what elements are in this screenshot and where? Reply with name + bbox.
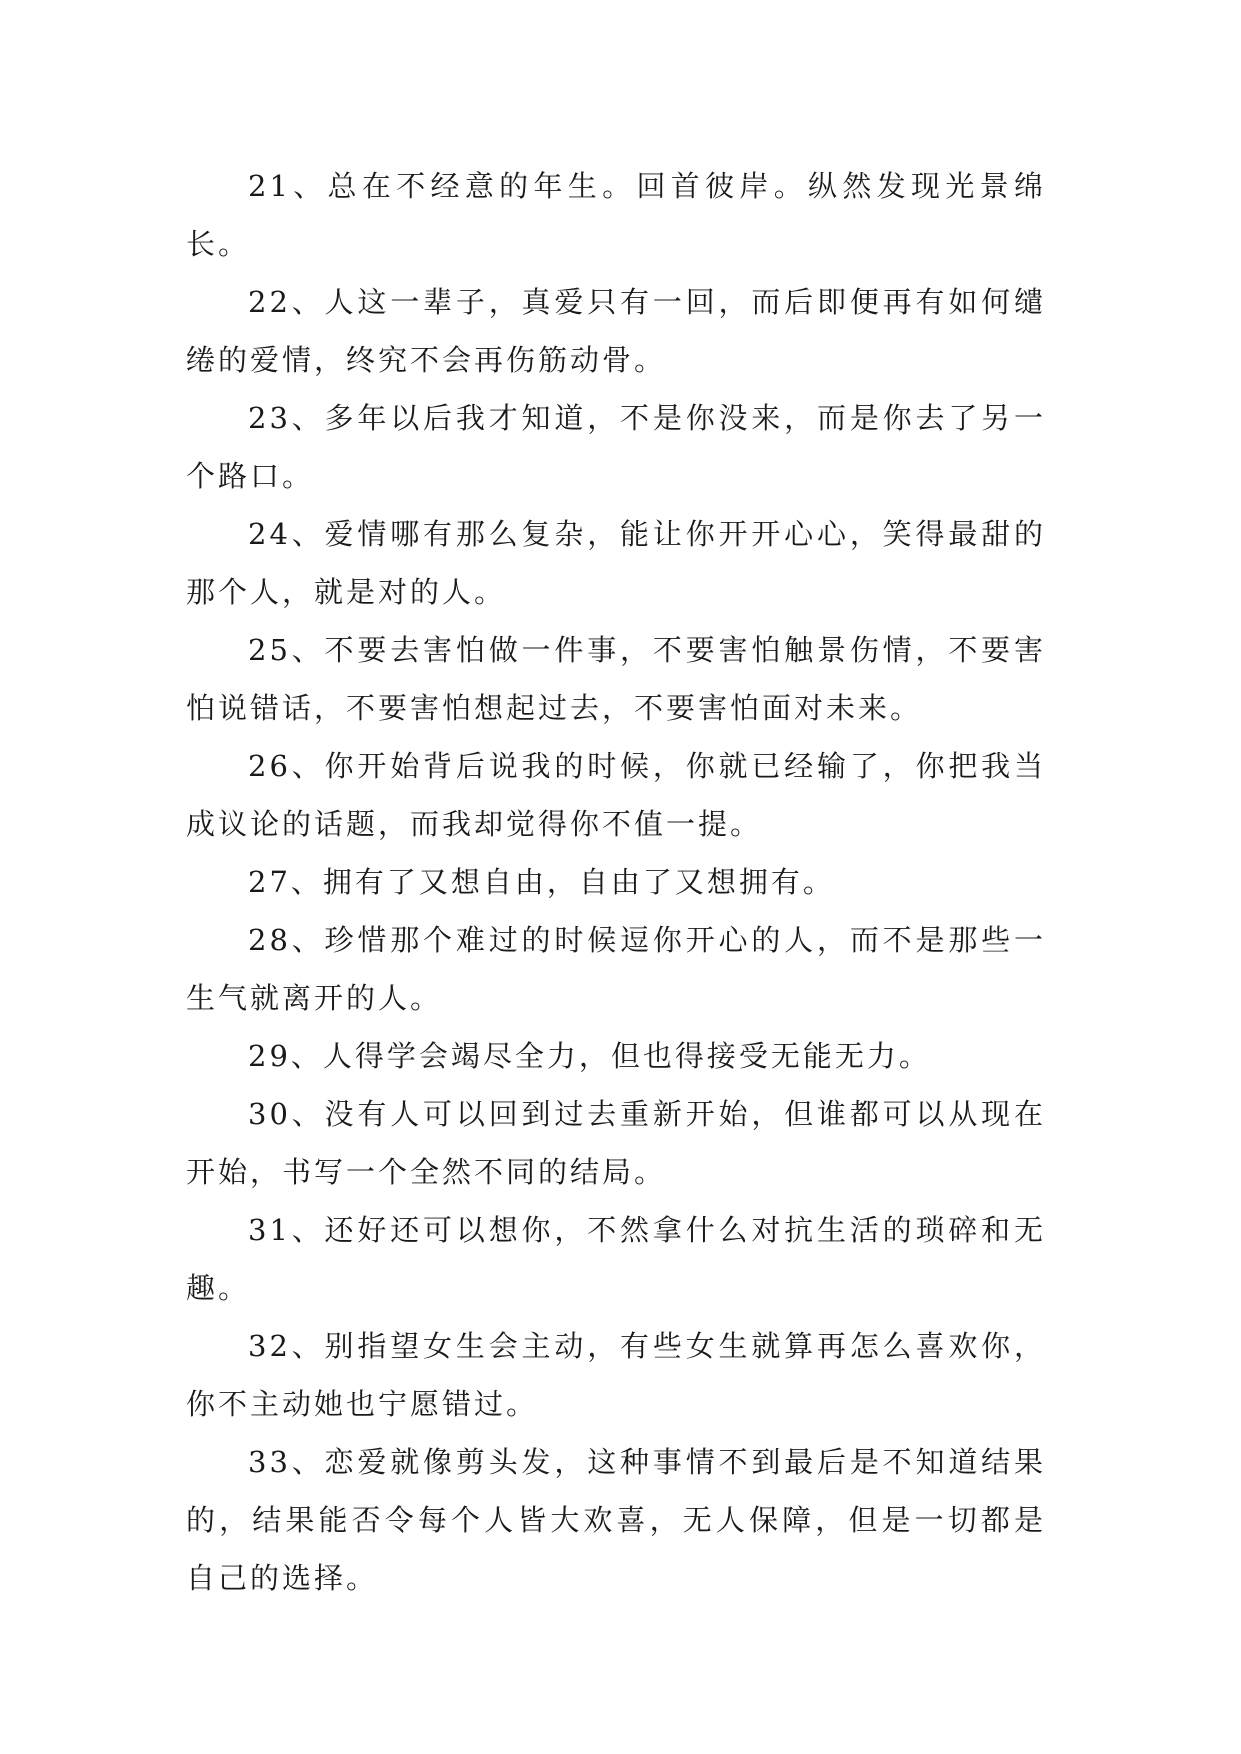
paragraph-33: 33、恋爱就像剪头发，这种事情不到最后是不知道结果的，结果能否令每个人皆大欢喜，无人保障，但是一切都是自己的选择。 — [186, 1445, 1046, 1595]
paragraph-27: 27、拥有了又想自由，自由了又想拥有。 — [248, 865, 835, 899]
paragraph-25: 25、不要去害怕做一件事，不要害怕触景伤情，不要害怕说错话，不要害怕想起过去，不要害怕面对未来。 — [186, 633, 1046, 725]
paragraph-21: 21、总在不经意的年生。回首彼岸。纵然发现光景绵长。 — [186, 169, 1046, 261]
paragraph-28: 28、珍惜那个难过的时候逗你开心的人，而不是那些一生气就离开的人。 — [186, 923, 1046, 1015]
paragraph-22: 22、人这一辈子，真爱只有一回，而后即便再有如何缱绻的爱情，终究不会再伤筋动骨。 — [186, 285, 1046, 377]
paragraph-32: 32、别指望女生会主动，有些女生就算再怎么喜欢你，你不主动她也宁愿错过。 — [186, 1329, 1046, 1421]
paragraph-24: 24、爱情哪有那么复杂，能让你开开心心，笑得最甜的那个人，就是对的人。 — [186, 517, 1046, 609]
document-body — [186, 157, 1046, 1607]
paragraph-29: 29、人得学会竭尽全力，但也得接受无能无力。 — [248, 1039, 931, 1073]
paragraph-23: 23、多年以后我才知道，不是你没来，而是你去了另一个路口。 — [186, 401, 1046, 493]
paragraph-31: 31、还好还可以想你，不然拿什么对抗生活的琐碎和无趣。 — [186, 1213, 1046, 1305]
paragraph-30: 30、没有人可以回到过去重新开始，但谁都可以从现在开始，书写一个全然不同的结局。 — [186, 1097, 1046, 1189]
paragraph-26: 26、你开始背后说我的时候，你就已经输了，你把我当成议论的话题，而我却觉得你不值一提。 — [186, 749, 1046, 841]
